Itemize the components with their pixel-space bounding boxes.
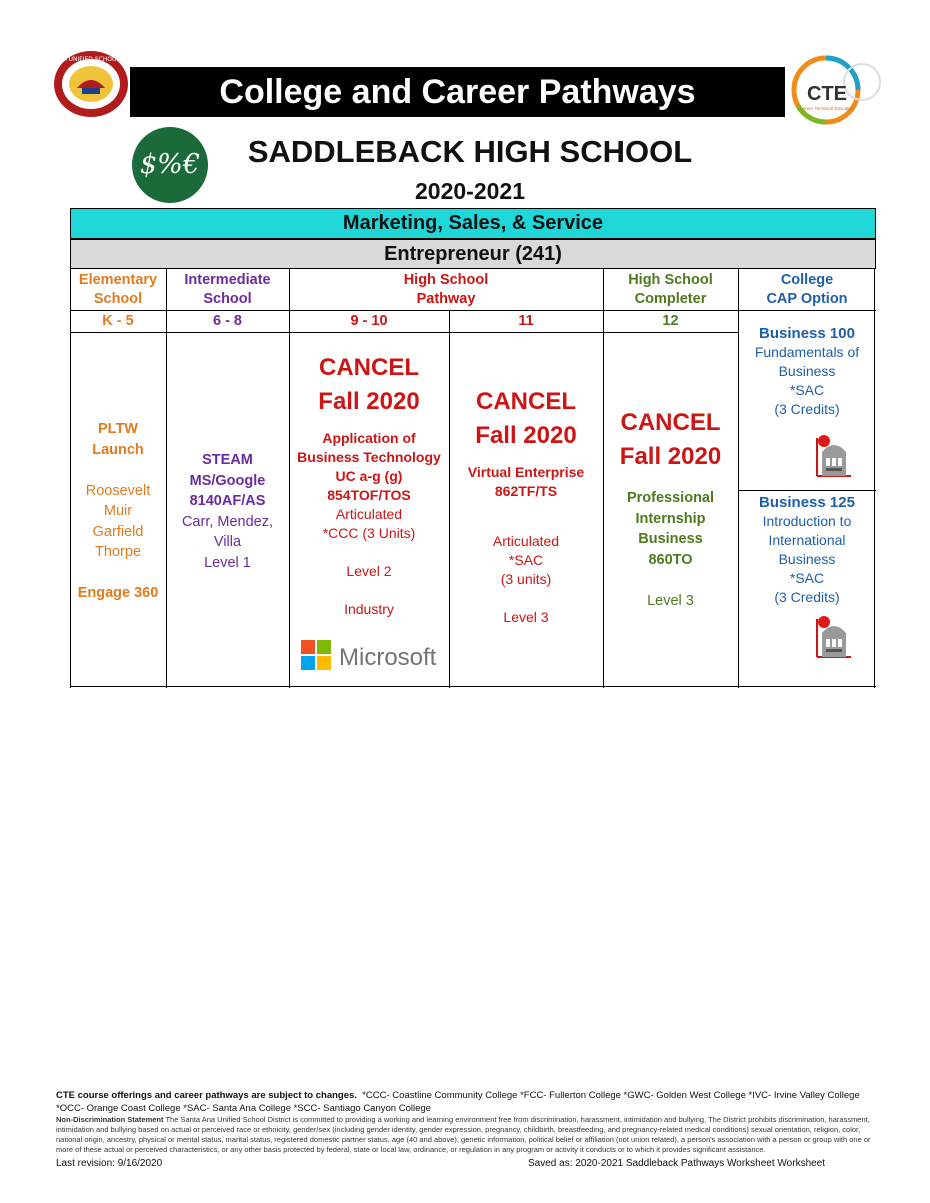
header-college: College CAP Option [766,272,848,307]
header-highschool: High School Pathway [403,272,489,307]
college-building-icon [814,611,854,659]
pathway-table [70,208,876,688]
college-course-1: Business 100 Fundamentals of Business *SAC (3 Credits) [754,325,860,417]
last-revision: Last revision: 9/16/2020 [56,1158,163,1169]
school-name: SADDLEBACK HIGH SCHOOL [247,134,693,169]
cancel-notice: CANCEL [319,354,419,381]
grade-9-10: 9 - 10 [350,313,388,329]
elementary-cell: PLTW Launch Roosevelt Muir Garfield Thorpe Engage 360 [77,421,159,601]
saved-as: Saved as: 2020-2021 Saddleback Pathways Worksheet Worksheet [528,1158,826,1169]
nondiscrimination-label: Non-Discrimination Statement [56,1115,164,1124]
grade-12: 12 [662,313,679,329]
sector-band: Marketing, Sales, & Service [70,208,876,239]
cte-sub-text: Career Technical Education [799,106,855,111]
header-elementary: Elementary School [78,272,158,307]
course-11-cell: CANCEL Fall 2020 Virtual Enterprise 862TF/TS Articulated *SAC (3 units) Level 3 [449,385,603,627]
grade-intermediate: 6 - 8 [212,313,242,329]
footer-colleges-2: *OCC- Orange Coast College *SAC- Santa Ana College *SCC- Santiago Canyon College [56,1102,431,1114]
course-12-cell: CANCEL Fall 2020 Professional Internship Business 860TO Level 3 [603,406,738,611]
footer-colleges-1: *CCC- Coastline Community College *FCC- Fullerton College *GWC- Golden West College *IVC- Irvine Valley College [362,1090,860,1101]
district-seal-logo [32,50,150,118]
cte-badge-text: CTE [807,83,847,105]
cancel-notice: CANCEL [476,388,576,415]
header-intermediate: Intermediate School [184,272,271,307]
college-course-2: Business 125 Introduction to International Business *SAC (3 Credits) [759,494,855,605]
revision-row [56,1158,856,1169]
entrepreneur-icon: $%€ [132,127,208,203]
footer-notice: CTE course offerings and career pathways are subject to changes. [56,1090,357,1101]
school-year: 2020-2021 [415,178,525,204]
header-completer: High School Completer [628,272,713,307]
intermediate-cell: STEAM MS/Google 8140AF/AS Carr, Mendez, Villa Level 1 [181,452,274,571]
footer [56,1090,876,1155]
college-building-icon [814,430,854,478]
cte-logo [786,52,882,126]
course-9-10-cell: CANCEL Fall 2020 Application of Business Technology UC a-g (g) 854TOF/TOS Articulated *CCC (3 Units) Level 2 Industry [289,351,449,619]
seal-text: SANTA ANA UNIFIED SCHOOL DISTRICT [32,56,150,63]
page-title: College and Career Pathways [130,67,785,117]
grade-11: 11 [518,313,534,329]
microsoft-logo [301,638,441,672]
grade-elementary: K - 5 [102,313,134,329]
pathway-band: Entrepreneur (241) [70,239,876,269]
cancel-notice: CANCEL [620,409,721,436]
nondiscrimination-text: The Santa Ana Unified School District is committed to providing a working and learning environment free from discrimination, harassment, intimidation and bullying. The District prohibits discrimination, harassment, intimidation and bullying based on actual or perceived race or ethnicity, gender/sex (including gender identity, gender expression, pregnancy, childbirth, breastfeeding, and pregnancy-related medical conditions) sexual orientation, religion, color, national origin, ancestry, physical or mental status, marital status, registered domestic partner status, age (40 and above), genetic information, political belief or affiliation (not union related), a person's association with a person or group with one or more of these actual or perceived characteristics, or any other basis protected by federal, state or local law, ordinance, or regulation in any program or activity it conducts or to which it provides significant assistance. [56,1115,871,1154]
microsoft-logo-text: Microsoft [339,644,437,671]
